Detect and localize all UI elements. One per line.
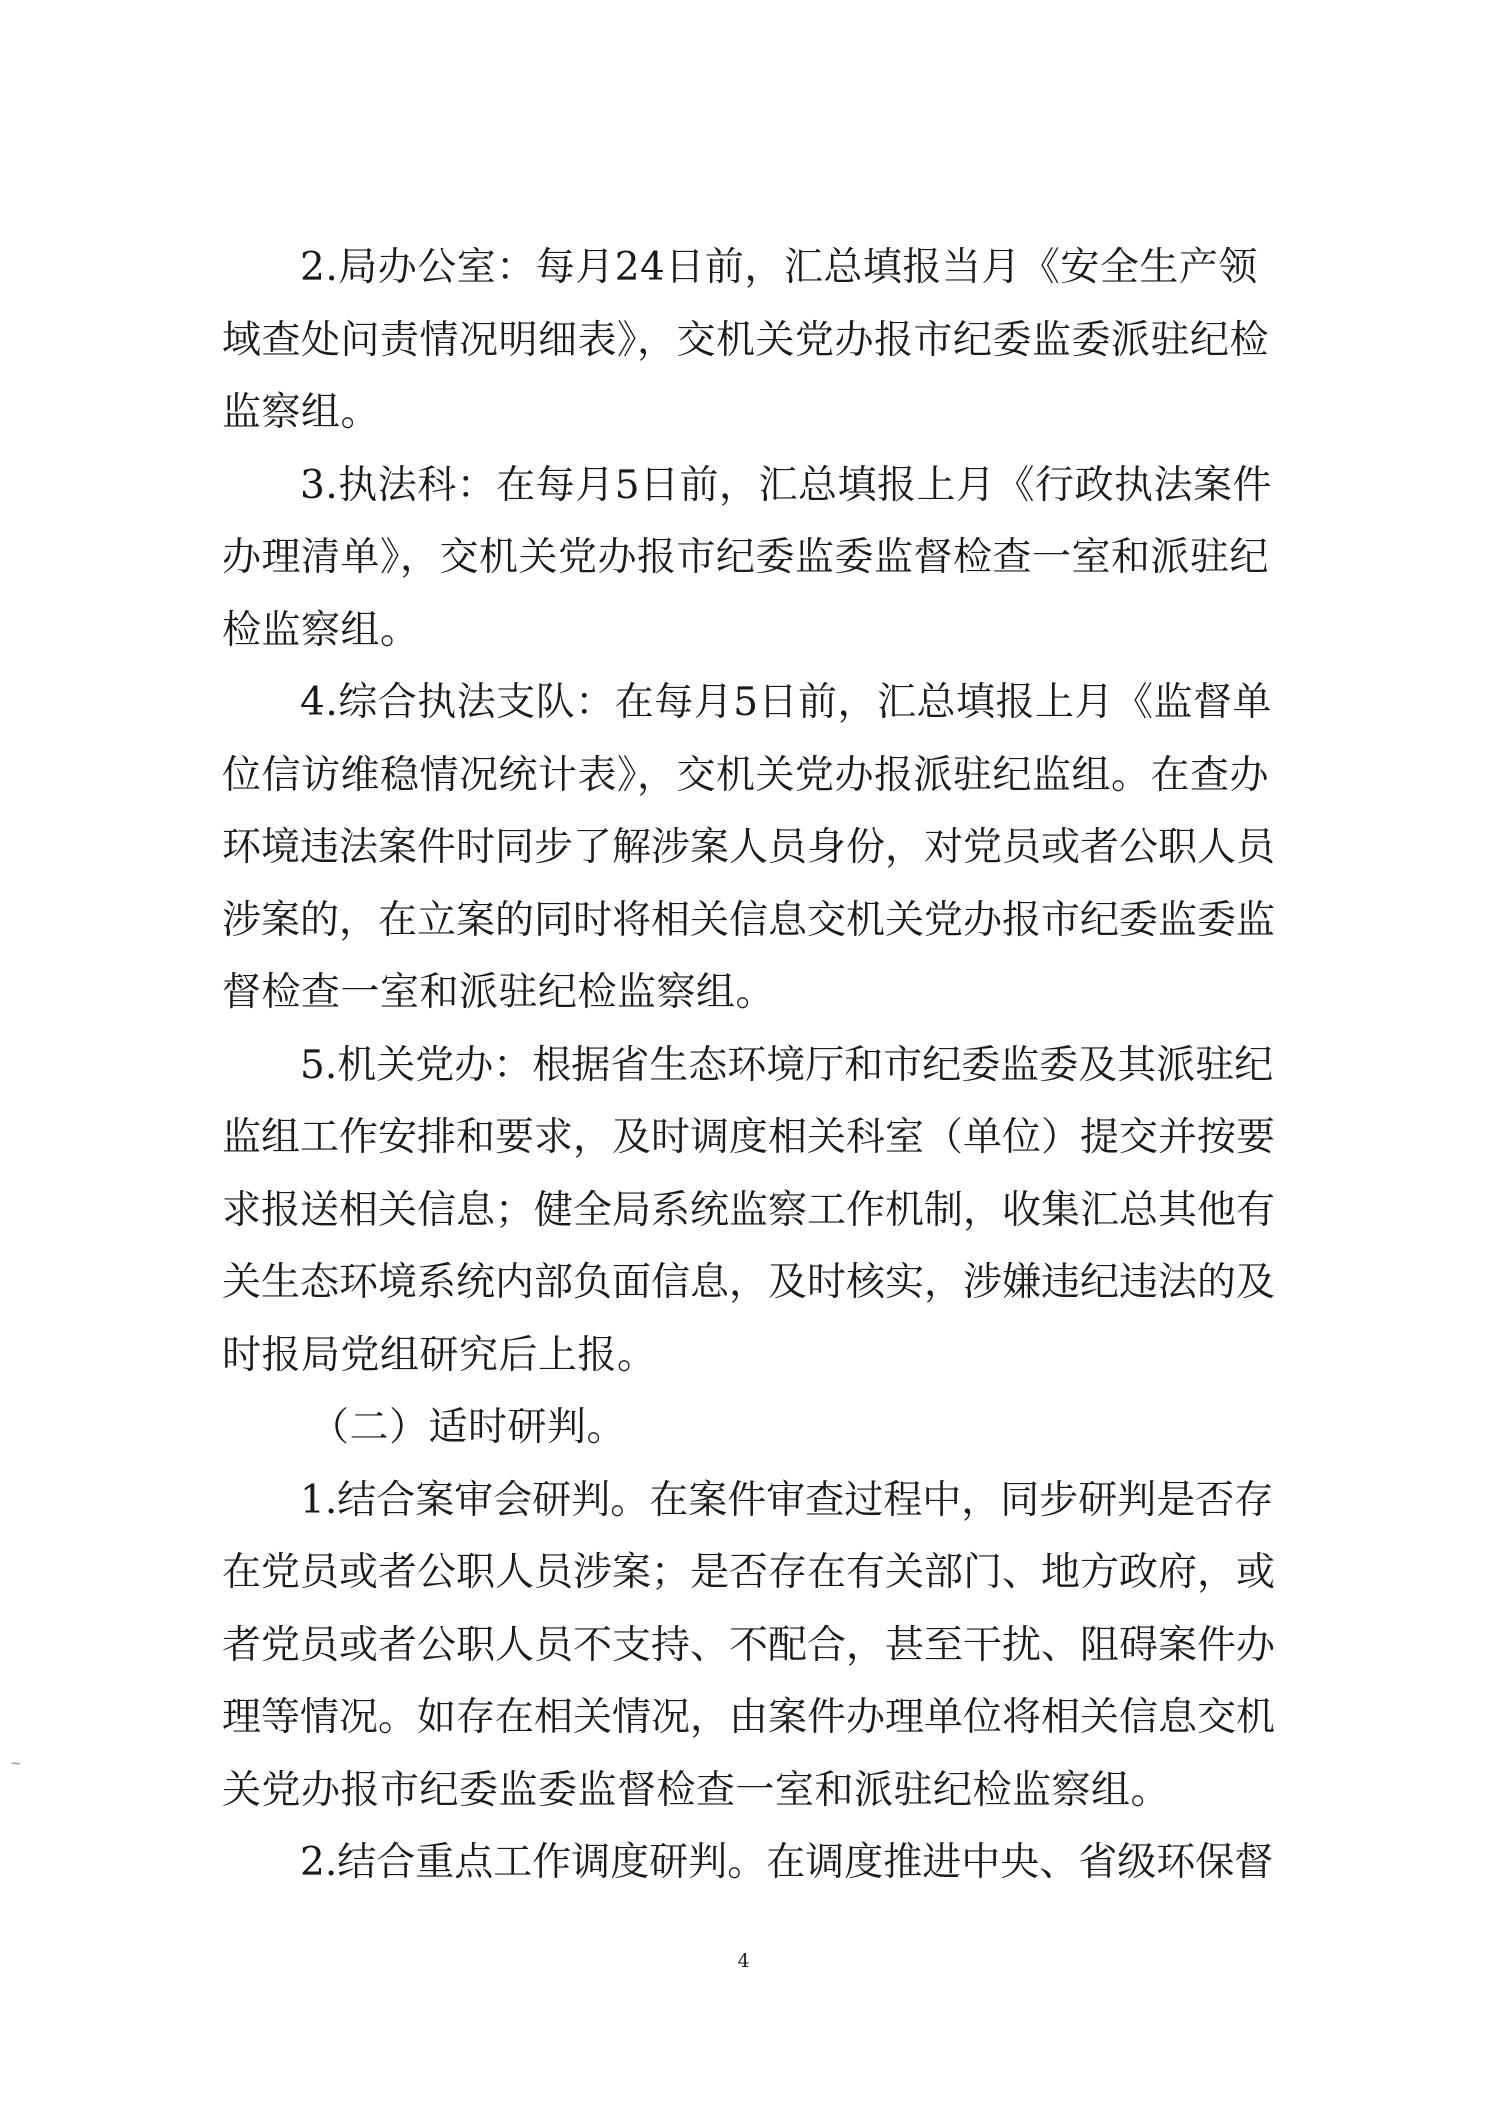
paragraph-line: 2.局办公室：每月24日前，汇总填报当月《安全生产领 [300, 245, 1258, 290]
paragraph-line: 2.结合重点工作调度研判。在调度推进中央、省级环保督 [300, 1840, 1274, 1885]
paragraph-line: 检监察组。 [222, 607, 420, 653]
paragraph-line: 监察组。 [222, 390, 381, 435]
body-text [222, 232, 1277, 1900]
paragraph-line: 督检查一室和派驻纪检监察组。 [222, 970, 776, 1015]
paragraph-line: 域查处问责情况明细表》，交机关党办报市纪委监委派驻纪检 [222, 317, 1270, 363]
paragraph-line: 关生态环境系统内部负面信息，及时核实，涉嫌违纪违法的及 [222, 1260, 1276, 1305]
margin-mark: ~ [10, 1756, 22, 1772]
paragraph-line: 关党办报市纪委监委监督检查一室和派驻纪检监察组。 [222, 1767, 1171, 1813]
paragraph-line: 在党员或者公职人员涉案；是否存在有关部门、地方政府，或 [222, 1550, 1276, 1595]
paragraph-line: 3.执法科：在每月5日前，汇总填报上月《行政执法案件 [300, 462, 1273, 508]
paragraph-line: 监组工作安排和要求，及时调度相关科室（单位）提交并按要 [222, 1115, 1276, 1160]
paragraph-line: 涉案的，在立案的同时将相关信息交机关党办报市纪委监委监 [222, 897, 1276, 943]
paragraph-line: 4.综合执法支队：在每月5日前，汇总填报上月《监督单 [300, 680, 1273, 725]
paragraph-line: 5.机关党办：根据省生态环境厅和市纪委监委及其派驻纪 [300, 1042, 1274, 1088]
paragraph-line: 求报送相关信息；健全局系统监察工作机制，收集汇总其他有 [222, 1187, 1276, 1233]
paragraph-line: 时报局党组研究后上报。 [222, 1332, 657, 1378]
paragraph-line: 环境违法案件时同步了解涉案人员身份，对党员或者公职人员 [222, 825, 1276, 870]
paragraph-line: 理等情况。如存在相关情况，由案件办理单位将相关信息交机 [222, 1695, 1276, 1740]
paragraph-line: 办理清单》，交机关党办报市纪委监委监督检查一室和派驻纪 [222, 535, 1270, 580]
section-heading: （二）适时研判。 [310, 1405, 627, 1450]
paragraph-line: 者党员或者公职人员不支持、不配合，甚至干扰、阻碍案件办 [222, 1622, 1276, 1668]
paragraph-line: 1.结合案审会研判。在案件审查过程中，同步研判是否存 [300, 1477, 1274, 1523]
page-number: 4 [737, 1950, 750, 1972]
paragraph-line: 位信访维稳情况统计表》，交机关党办报派驻纪监组。在查办 [222, 752, 1270, 798]
